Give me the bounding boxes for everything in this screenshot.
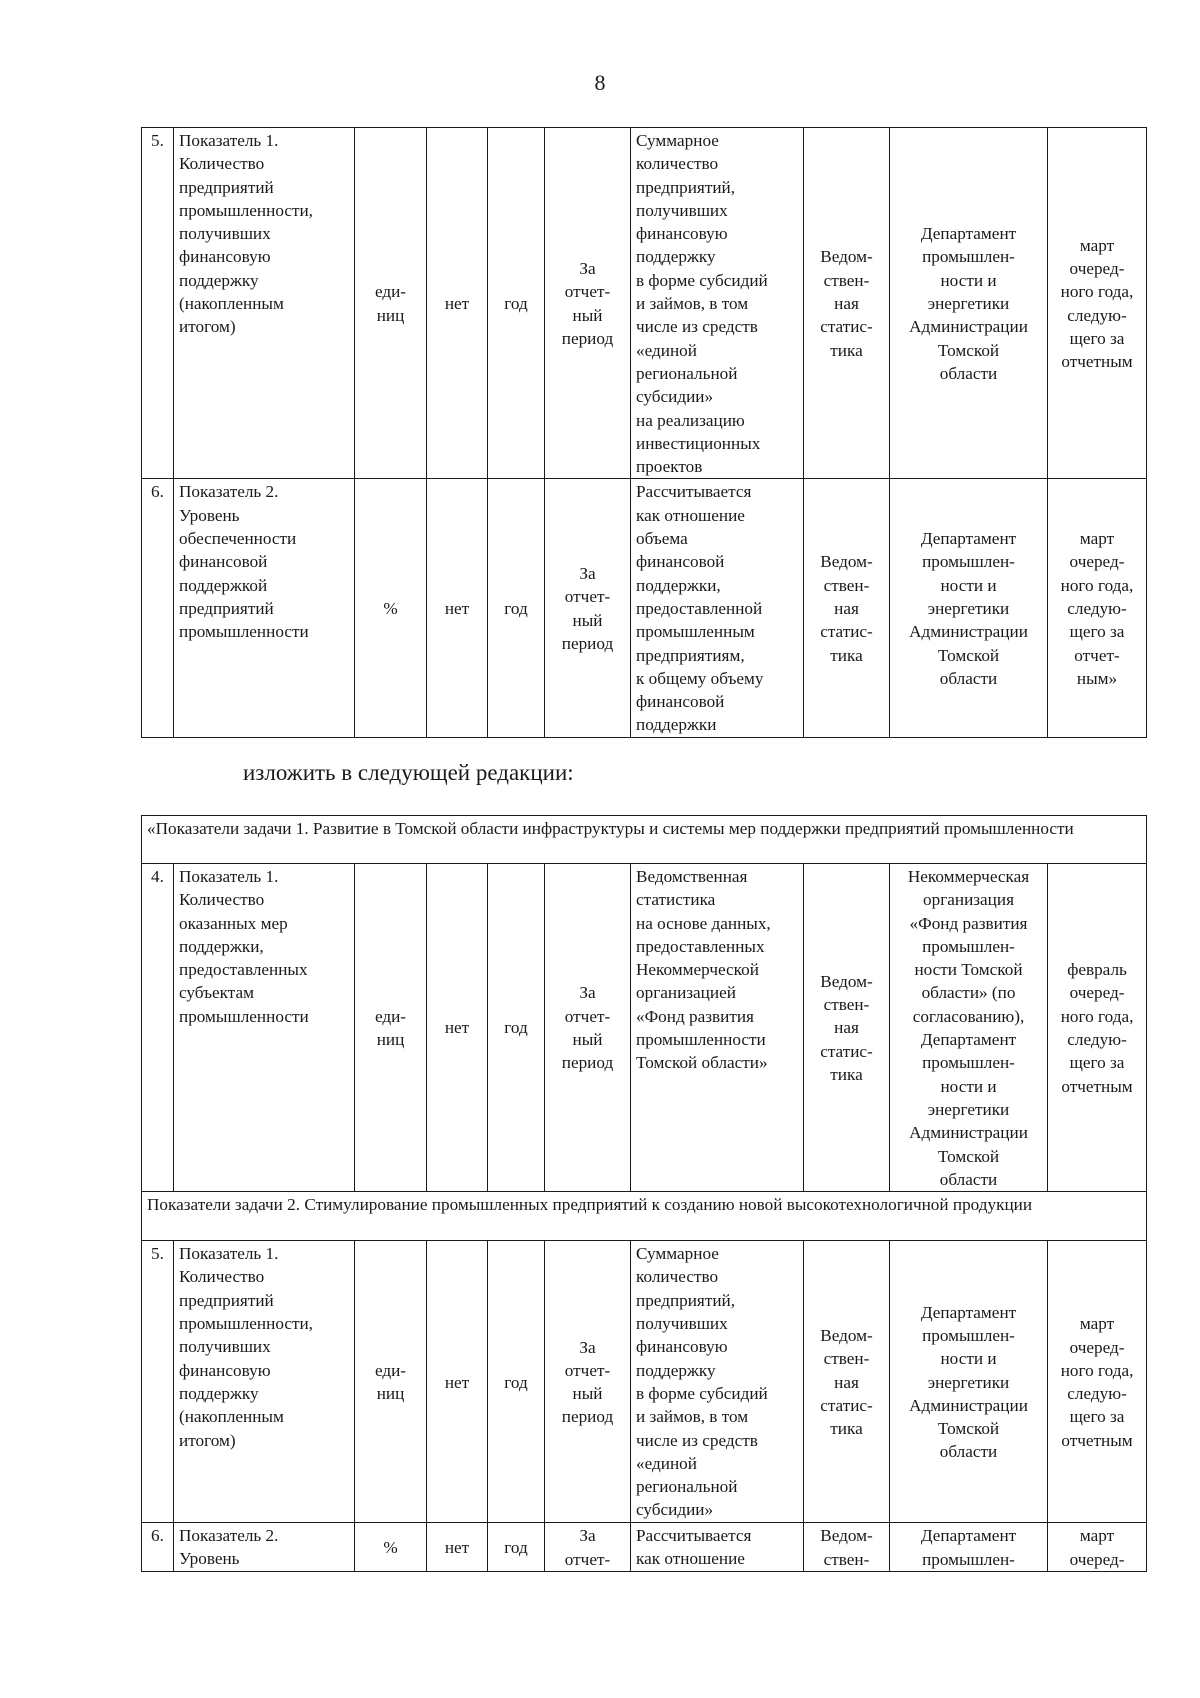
task-header-row <box>142 1192 1147 1241</box>
method-cell: Рассчитывается как отношение объема финансовой поддержки, предоставленной промышленным предприятиям, к общему объему финансовой поддержки <box>631 479 804 737</box>
deadline-cell: март очеред- <box>1048 1523 1147 1572</box>
responsible-cell: Департамент промышлен- ности и энергетики Администрации Томской области <box>890 479 1048 737</box>
row-number: 6. <box>142 479 174 737</box>
page-number: 8 <box>594 70 606 95</box>
periodicity-cell: год <box>488 1523 545 1572</box>
row-number: 4. <box>142 864 174 1192</box>
responsible-cell: Департамент промышлен- <box>890 1523 1048 1572</box>
indicators-table-new <box>141 815 1147 1572</box>
source-cell: Ведом- ствен- ная статис- тика <box>804 128 890 479</box>
table-row <box>142 864 1147 1192</box>
method-cell: Ведомственная статистика на основе данных, предоставленных Некоммерческой организацией «Фонд развития промышленности Томской области» <box>631 864 804 1192</box>
unit-cell: еди- ниц <box>355 128 427 479</box>
source-cell: Ведом- ствен- <box>804 1523 890 1572</box>
periodicity-cell: год <box>488 128 545 479</box>
responsible-cell: Департамент промышлен- ности и энергетики Администрации Томской области <box>890 1241 1048 1523</box>
time-cell: За отчет- ный период <box>545 128 631 479</box>
flag-cell: нет <box>427 864 488 1192</box>
flag-cell: нет <box>427 1523 488 1572</box>
deadline-cell: март очеред- ного года, следую- щего за отчетным <box>1048 1241 1147 1523</box>
method-cell: Рассчитывается как отношение <box>631 1523 804 1572</box>
method-cell: Суммарное количество предприятий, получивших финансовую поддержку в форме субсидий и займов, в том числе из средств «единой региональной субсидии» на реализацию инвестиционных проектов <box>631 128 804 479</box>
time-cell: За отчет- ный период <box>545 1241 631 1523</box>
unit-cell: % <box>355 1523 427 1572</box>
task-header-row <box>142 816 1147 864</box>
time-cell: За отчет- ный период <box>545 479 631 737</box>
source-cell: Ведом- ствен- ная статис- тика <box>804 1241 890 1523</box>
deadline-cell: март очеред- ного года, следую- щего за отчетным <box>1048 128 1147 479</box>
task-2-header: Показатели задачи 2. Стимулирование промышленных предприятий к созданию новой высокотехнологичной продукции <box>142 1192 1147 1241</box>
flag-cell: нет <box>427 479 488 737</box>
row-number: 5. <box>142 1241 174 1523</box>
periodicity-cell: год <box>488 1241 545 1523</box>
unit-cell: еди- ниц <box>355 1241 427 1523</box>
responsible-cell: Некоммерческая организация «Фонд развития промышлен- ности Томской области» (по согласованию), Департамент промышлен- ности и энергетики Администрации Томской области <box>890 864 1048 1192</box>
source-cell: Ведом- ствен- ная статис- тика <box>804 479 890 737</box>
row-number: 5. <box>142 128 174 479</box>
indicator-name: Показатель 1. Количество предприятий промышленности, получивших финансовую поддержку (накопленным итогом) <box>174 128 355 479</box>
flag-cell: нет <box>427 128 488 479</box>
deadline-cell: март очеред- ного года, следую- щего за отчет- ным» <box>1048 479 1147 737</box>
amendment-instruction: изложить в следующей редакции: <box>243 760 574 785</box>
periodicity-cell: год <box>488 864 545 1192</box>
time-cell: За отчет- ный период <box>545 864 631 1192</box>
indicator-name: Показатель 1. Количество предприятий промышленности, получивших финансовую поддержку (накопленным итогом) <box>174 1241 355 1523</box>
responsible-cell: Департамент промышлен- ности и энергетики Администрации Томской области <box>890 128 1048 479</box>
task-1-header: «Показатели задачи 1. Развитие в Томской области инфраструктуры и системы мер поддержки предприятий промышленности <box>142 816 1147 864</box>
time-cell: За отчет- <box>545 1523 631 1572</box>
source-cell: Ведом- ствен- ная статис- тика <box>804 864 890 1192</box>
method-cell: Суммарное количество предприятий, получивших финансовую поддержку в форме субсидий и займов, в том числе из средств «единой региональной субсидии» <box>631 1241 804 1523</box>
deadline-cell: февраль очеред- ного года, следую- щего за отчетным <box>1048 864 1147 1192</box>
unit-cell: % <box>355 479 427 737</box>
table-row <box>142 479 1147 737</box>
indicator-name: Показатель 2. Уровень обеспеченности финансовой поддержкой предприятий промышленности <box>174 479 355 737</box>
unit-cell: еди- ниц <box>355 864 427 1192</box>
row-number: 6. <box>142 1523 174 1572</box>
table-row <box>142 1241 1147 1523</box>
indicator-name: Показатель 1. Количество оказанных мер поддержки, предоставленных субъектам промышленности <box>174 864 355 1192</box>
periodicity-cell: год <box>488 479 545 737</box>
indicators-table-old <box>141 127 1147 738</box>
indicator-name: Показатель 2. Уровень <box>174 1523 355 1572</box>
flag-cell: нет <box>427 1241 488 1523</box>
table-row <box>142 128 1147 479</box>
table-row <box>142 1523 1147 1572</box>
